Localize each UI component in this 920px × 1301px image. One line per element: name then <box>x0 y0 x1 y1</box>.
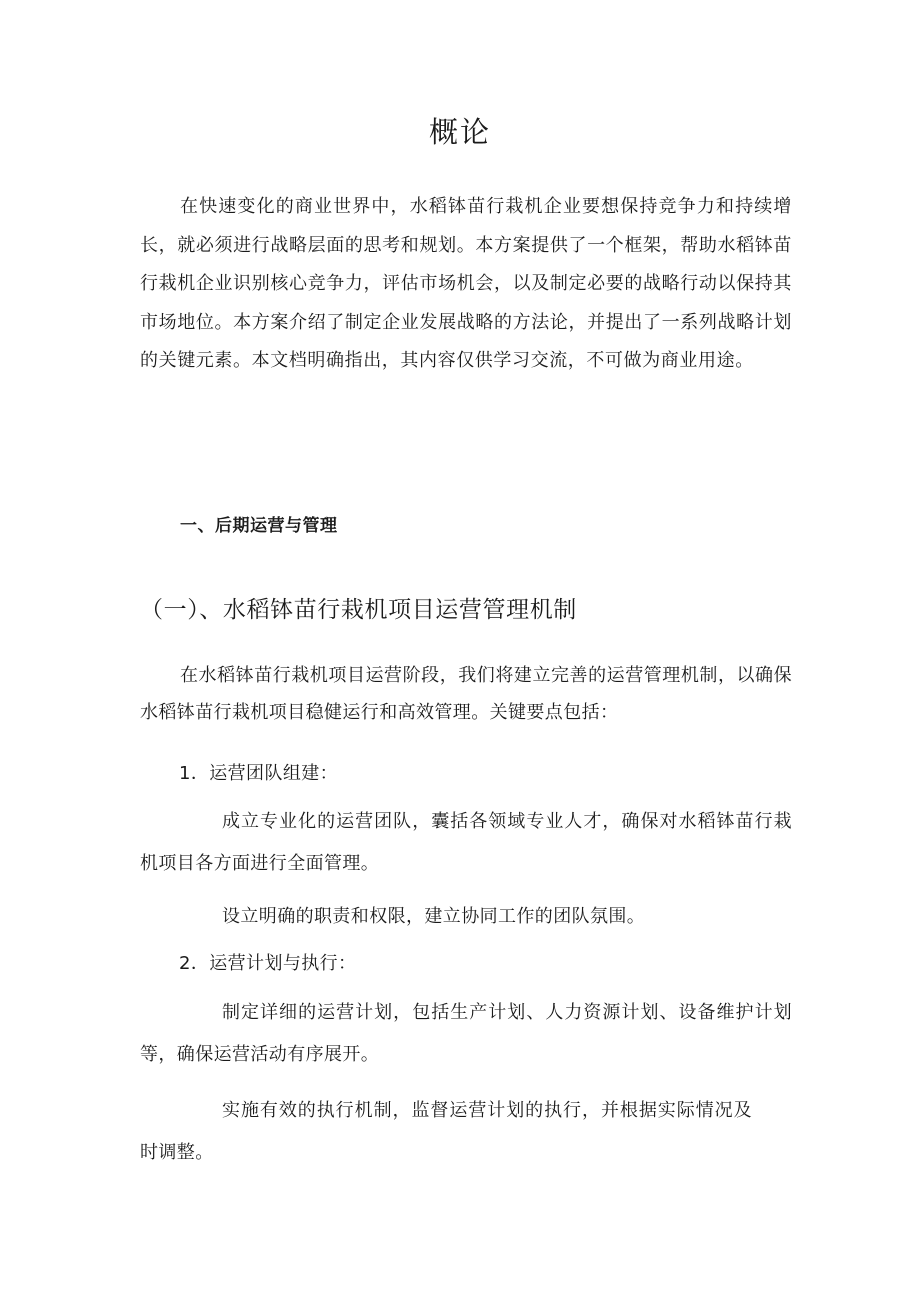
list-item-label: 1．运营团队组建： <box>179 763 339 784</box>
lead-paragraph: 在水稻钵苗行栽机项目运营阶段，我们将建立完善的运营管理机制，以确保水稻钵苗行栽机项目稳健运行和高效管理。关键要点包括： <box>140 665 792 723</box>
list-item-paragraph: 设立明确的职责和权限，建立协同工作的团队氛围。 <box>222 906 646 927</box>
list-item-paragraph: 实施有效的执行机制，监督运营计划的执行，并根据实际情况及时调整。 <box>140 1100 752 1163</box>
subsection-heading: （一）、水稻钵苗行栽机项目运营管理机制 <box>140 597 577 623</box>
list-item-label: 2．运营计划与执行： <box>179 953 357 974</box>
list-item-paragraph: 制定详细的运营计划，包括生产计划、人力资源计划、设备维护计划等，确保运营活动有序展开。 <box>140 1002 792 1065</box>
document-title: 概论 <box>428 115 491 149</box>
list-item-paragraph: 成立专业化的运营团队，囊括各领域专业人才，确保对水稻钵苗行栽机项目各方面进行全面管理。 <box>140 811 792 874</box>
intro-paragraph: 在快速变化的商业世界中，水稻钵苗行栽机企业要想保持竞争力和持续增长，就必须进行战略层面的思考和规划。本方案提供了一个框架，帮助水稻钵苗行栽机企业识别核心竞争力，评估市场机会，以及制定必要的战略行动以保持其市场地位。本方案介绍了制定企业发展战略的方法论，并提出了一系列战略计划的关键元素。本文档明确指出，其内容仅供学习交流，不可做为商业用途。 <box>140 196 792 371</box>
section-heading: 一、后期运营与管理 <box>180 516 338 536</box>
